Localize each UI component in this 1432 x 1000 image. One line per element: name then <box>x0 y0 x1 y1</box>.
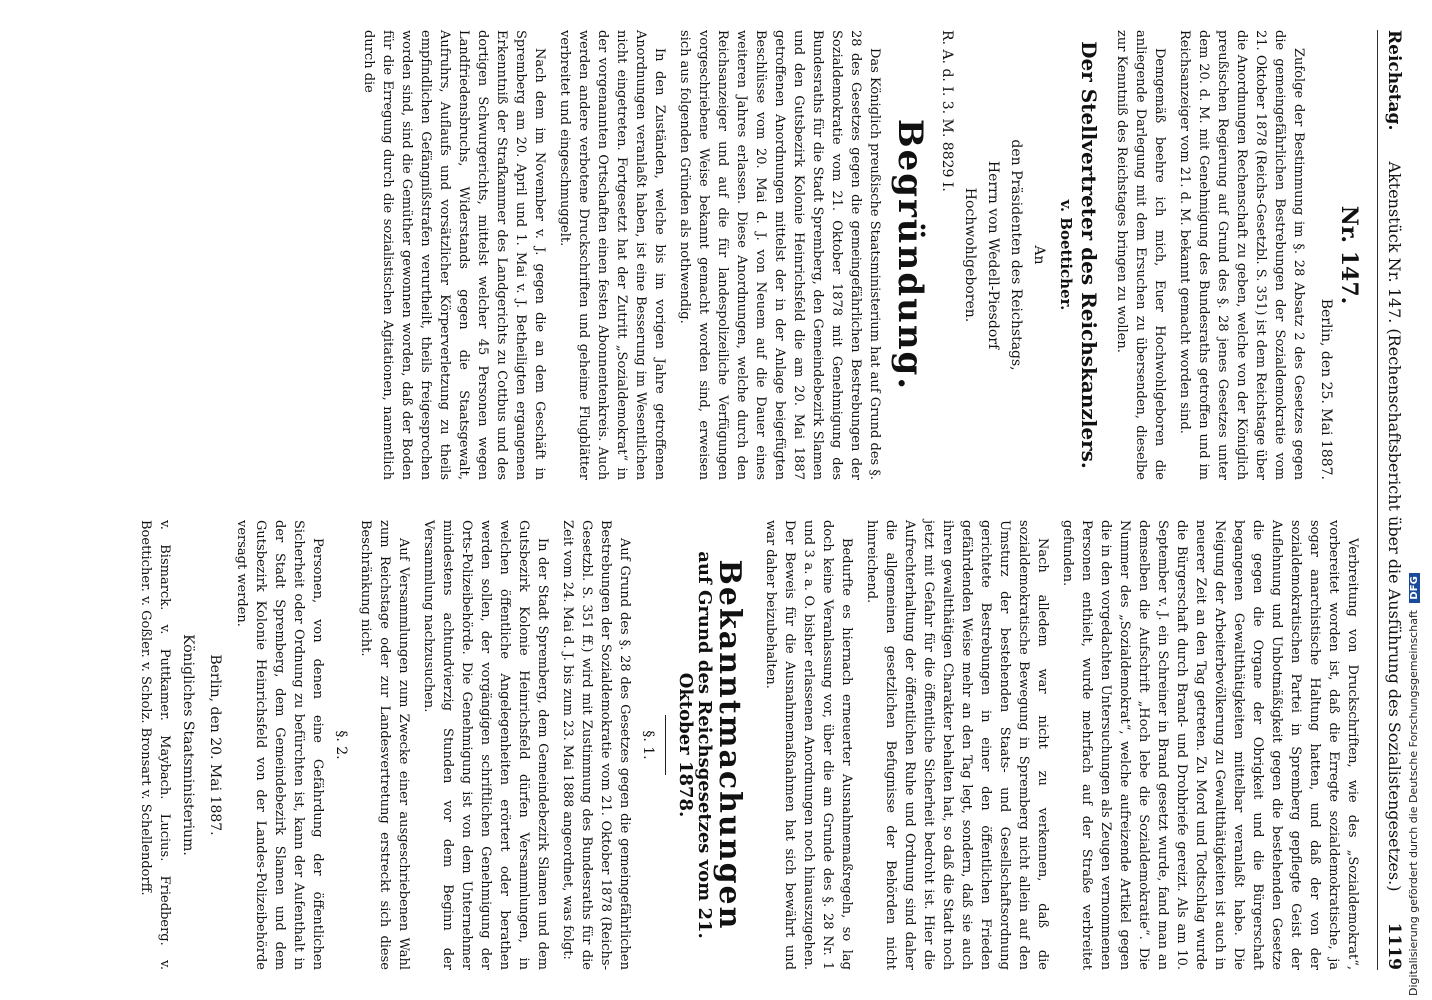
paragraph: Auf Grund des §. 28 des Gesetzes gegen die gemeingefährlichen Bestrebungen der Sozialdemokratie vom 21. Oktober 1878 (Reichs-Gesetzbl. S. 351 ff.) wird mit Zustimmung des Bundesraths für die Zeit vom 24. Mai d. J. bis zum 23. Mai 1888 angeordnet, was folgt: <box>560 520 632 970</box>
paragraph: In den Zuständen, welche bis im vorigen Jahre getroffenen Anordnungen veranlaßt haben, ist eine Besserung im Wesentlichen nicht eingetreten. Fortgesetzt hat der Zutritt „Sozialdemokrat“ in der vorgenannten Ortschaften einen festen Abonnentenkreis. Auch werden andere verbotene Druckschriften und geheime Flugblätter verbreitet und eingeschmuggelt. <box>557 30 667 480</box>
paragraph: Das Königlich preußische Staatsministerium hat auf Grund des §. 28 des Gesetzes gegen die gemeingefährlichen Bestrebungen der Sozialdemokratie vom 21. Oktober 1878 mit Genehmigung des Bundesraths für die Stadt Spremberg, den Gemeindebezirk Slamen und den Gutsbezirk Kolonie Heinrichsfeld die am 20. Mai 1887 getroffenen Anordnungen mittelst der in der Anlage beigefügten Beschlüsse vom 20. Mai d. J. von Neuem auf die Dauer eines weiteren Jahres erlassen. Diese Anordnungen, welche durch den Reichsanzeiger und auf die für landespolizeiliche Verfügungen vorgeschriebene Weise bekannt gemacht worden sind, erweisen sich aus folgenden Gründen als nothwendig. <box>677 30 882 480</box>
page-header <box>1377 30 1404 970</box>
address-line: den Präsidenten des Reichstags, <box>1008 139 1024 371</box>
paragraph: Zufolge der Bestimmung im §. 28 Absatz 2 des Gesetzes gegen die gemeingefährlichen Bestrebungen der Sozialdemokratie vom 21. Oktober 1878 (Reichs-Gesetzbl. S. 351) ist dem Reichstage über die Anordnungen Rechenschaft zu geben, welche von der Königlich preußischen Regierung auf Grund des §. 28 jenes Gesetzes unter dem 20. d. M. mit Genehmigung des Bundesraths getroffen und im Reichsanzeiger vom 21. d. M. bekannt gemacht worden sind. <box>1177 30 1306 480</box>
paragraph: Auf Versammlungen zum Zwecke einer ausgeschriebenen Wahl zum Reichstage oder zur Landesvertretung erstreckt sich diese Beschränkung nicht. <box>358 520 411 970</box>
section-heading: Bekanntmachungen <box>712 559 747 931</box>
footer-text: Digitalisierung gefördert durch die Deutsche Forschungsgemeinschaft <box>1407 610 1420 996</box>
address-line: An <box>1031 245 1047 265</box>
section-number: §. 1. <box>640 730 656 760</box>
reference-number: R. A. d. I. 3. M. 8829 I. <box>939 30 955 192</box>
paragraph: In der Stadt Spremberg, dem Gemeindebezirk Slamen und dem Gutsbezirk Kolonie Heinrichsfeld dürfen Versammlungen, in welchen öffentliche Angelegenheiten erörtert oder berathen werden sollen, der vorgängigen schriftlichen Genehmigung der Orts-Polizeibehörde. Die Genehmigung ist von dem Unternehmer mindestens achtundvierzig Stunden vor dem Beginn der Versammlung nachzusuchen. <box>421 520 550 970</box>
issuing-authority: Königliches Staatsministerium. <box>180 634 196 856</box>
divider <box>665 715 666 775</box>
header-left: Reichstag. <box>1384 30 1404 131</box>
paragraph: Nach alledem war nicht zu verkennen, daß die sozialdemokratische Bewegung in Spremberg nicht allein auf den Umsturz der bestehenden Staats- und Gesellschaftsordnung gerichtete Bestrebungen in einer den öffentlichen Frieden gefährdenden Weise mehr an den Tag legt, sondern, daß sie auch ihren gewaltthätigen Charakter behalten hat, so daß die Stadt noch jetzt mit Gefahr für die öffentliche Sicherheit bedroht ist. Hier die Aufrechterhaltung der öffentlichen Ruhe und Ordnung sind daher die allgemeinen gesetzlichen Befugnisse der Behörden nicht hinreichend. <box>864 520 1050 970</box>
signatory-names: v. Bismarck. v. Puttkamer. Maybach. Lucius. Friedberg. v. Boetticher. v. Goßler. v. Scholz. Bronsart v. Schellendorff. <box>138 520 172 970</box>
right-column <box>136 520 1362 970</box>
section-subheading: auf Grund des Reichsgesetzes vom 21. Oktober 1878. <box>675 551 715 939</box>
paragraph: Demgemäß beehre ich mich, Euer Hochwohlgeboren die anliegende Darlegung mit dem Ersuchen zu übersenden, dieselbe zur Kenntniß des Reichstages bringen zu wollen. <box>1114 30 1167 480</box>
paragraph: Nach dem im November v. J. gegen die an dem Geschäft in Spremberg am 20. April und 1. Mai v. J. Betheiligten ergangenen Erkenntniß der Strafkammer des Landgerichts zu Cottbus und des dortigen Schwurgerichts, mittelst welcher 45 Personen wegen Landfriedensbruchs, Widerstands gegen die Staatsgewalt, Aufruhrs, Auflaufs und vorsätzlicher Körperverletzung zu theils empfindlichen Gefängnißstrafen verurtheilt, theils freigesprochen worden sind, sind die Gemüther gewonnen worden, daß der Boden für die Erregung durch die sozialistischen Agitationen, namentlich durch die <box>361 30 547 480</box>
paragraph: Personen, von denen eine Gefährdung der öffentlichen Sicherheit oder Ordnung zu befürchten ist, kann der Aufenthalt in der Stadt Spremberg, dem Gemeindebezirk Slamen und dem Gutsbezirk Kolonie Heinrichsfeld von der Landes-Polizeibehörde versagt werden. <box>234 520 325 970</box>
letter-date: Berlin, den 25. Mai 1887. <box>1318 298 1334 480</box>
section-heading: Begründung. <box>890 118 930 392</box>
decree-date: Berlin, den 20. Mai 1887. <box>207 654 223 836</box>
address-line: Herrn von Wedell-Piesdorf <box>985 160 1001 350</box>
page-number: 1119 <box>1384 922 1404 970</box>
left-column <box>353 30 1362 480</box>
signature-name: v. Boetticher. <box>1057 199 1075 311</box>
address-line: Hochwohlgeboren. <box>962 187 978 323</box>
paragraph: Bedurfte es hiernach erneuerter Ausnahmemaßregeln, so lag doch keine Veranlassung vor, über die am Grunde des §. 28 Nr. 1 und 3 a. a. O. bisher erlassenen Anordnungen noch hinauszugehen. Der Beweis für die Ausnahmemaßnahmen hat sich bewährt und war daher beizubehalten. <box>763 520 854 970</box>
signature-title: Der Stellvertreter des Reichskanzlers. <box>1077 41 1101 469</box>
dfg-logo-icon: DFG <box>1409 573 1420 602</box>
section-number: §. 2. <box>333 730 349 760</box>
document-number: Nr. 147. <box>1336 205 1362 305</box>
digitization-footer <box>1404 0 1426 1000</box>
paragraph: Verbreitung von Druckschriften, wie des „Sozialdemokrat“, vorbereitet worden ist, daß die Erregte sozialdemokratische, ja sogar anarchistische Haltung hatten, und daß der von der sozialdemokratischen Partei in Spremberg gepflegte Geist der Auflehnung und Unbotmäßigkeit gegen die bestehenden Gesetze die gegen die Organe der Obrigkeit und die Bürgerschaft begangenen Gewaltthätigkeiten mittelbar veranlaßt habe. Die Neigung der Arbeiterbevölkerung zu Gewaltthätigkeiten ist auch in neuerer Zeit an den Tag getreten. Zu Mord und Todtschlag wurde die Bürgerschaft durch Brand- und Drohbriefe gereizt. Als am 10. September v. J. ein Schreiner in Brand gesetzt wurde, fand man an demselben die Aufschrift „Hoch lebe die Sozialdemokratie“. Die Nummer des „Sozialdemokrat“, welche aufreizende Artikel gegen die in den vorgedachten Untersuchungen als Zeugen vernommenen Personen enthielt, wurde mehrfach auf der Straße verbreitet gefunden. <box>1060 520 1360 970</box>
footer-note <box>1407 573 1420 996</box>
header-title: Aktenstück Nr. 147. (Rechenschaftsbericht über die Ausführung des Sozialistengesetzes.) <box>1385 161 1404 892</box>
